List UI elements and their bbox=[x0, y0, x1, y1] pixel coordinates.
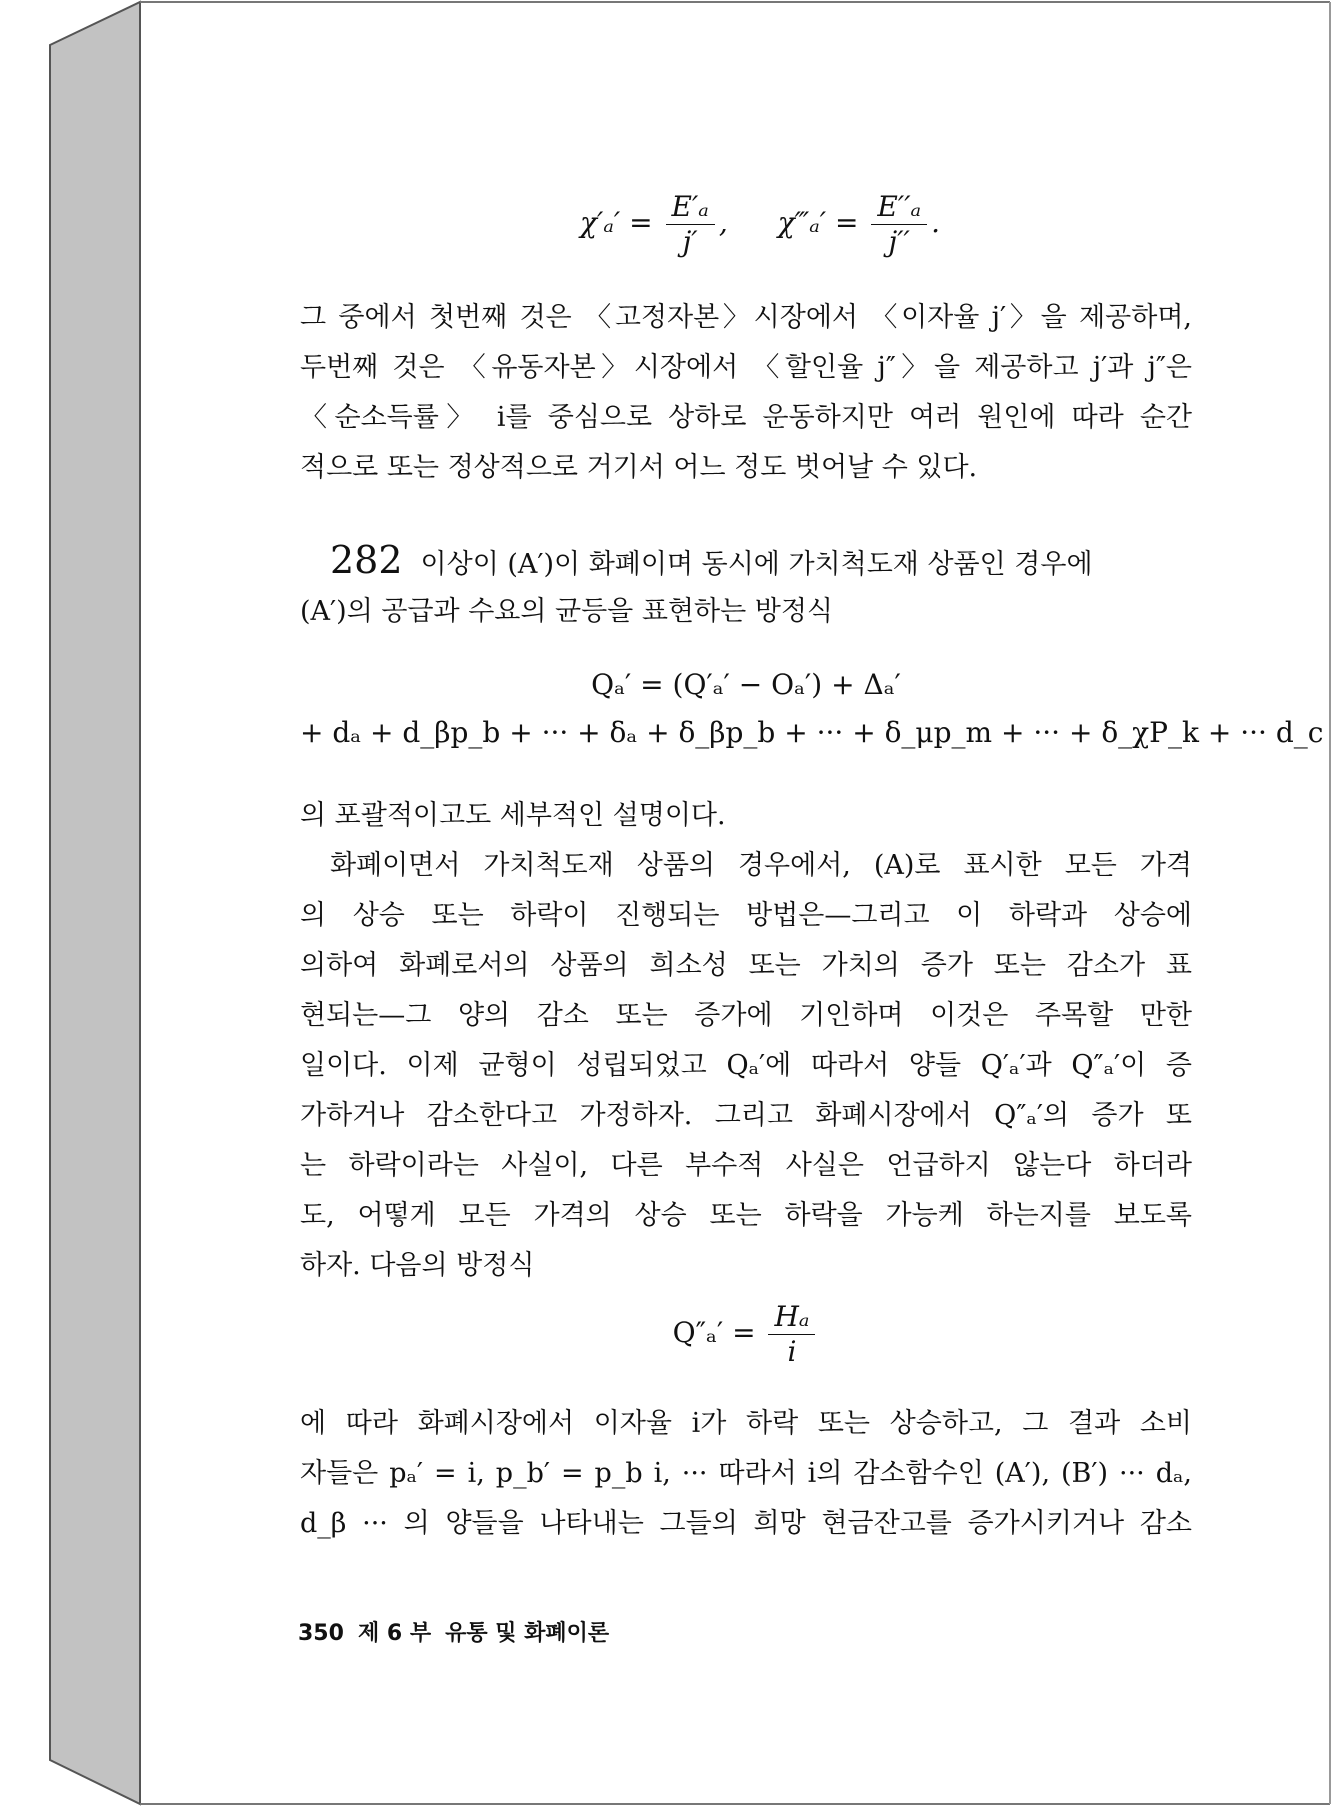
section-heading-line bbox=[330, 540, 1192, 585]
part-title: 유통 및 화폐이론 bbox=[445, 1621, 610, 1646]
text-line: 적으로 또는 정상적으로 거기서 어느 정도 벗어날 수 있다. bbox=[300, 452, 978, 483]
fraction bbox=[768, 1300, 815, 1369]
text-line: 하자. 다음의 방정식 bbox=[300, 1250, 535, 1281]
eq1-end: . bbox=[931, 206, 940, 239]
eq1-separator: , bbox=[718, 206, 728, 239]
page-number: 350 bbox=[298, 1621, 344, 1646]
equation-chi bbox=[540, 190, 980, 259]
text-line: 그 중에서 첫번째 것은 〈고정자본〉시장에서 〈이자율 j′〉을 제공하며, bbox=[300, 302, 1192, 333]
text-line: d_β ··· 의 양들을 나타내는 그들의 희망 현금잔고를 증가시키거나 감소 bbox=[300, 1508, 1192, 1539]
fraction-denominator: i bbox=[787, 1335, 797, 1368]
fraction-denominator: j′ bbox=[682, 225, 698, 258]
eq1-left-term: χ′ₐ′ = bbox=[580, 206, 662, 239]
equation-supply-demand-cont: + dₐ + d_βp_b + ··· + δₐ + δ_βp_b + ··· + δ_μp_m + ··· + δ_χP_k + ··· d_c bbox=[300, 716, 1324, 749]
section-number: 282 bbox=[330, 538, 403, 582]
fraction-numerator: E′′ₐ bbox=[871, 190, 927, 225]
fraction-denominator: j′′ bbox=[888, 225, 910, 258]
text-line: 의하여 화폐로서의 상품의 희소성 또는 가치의 증가 또는 감소가 표 bbox=[300, 950, 1192, 981]
text-line: 는 하락이라는 사실이, 다른 부수적 사실은 언급하지 않는다 하더라 bbox=[300, 1150, 1192, 1181]
eq3-left-term: Q″ₐ′ = bbox=[672, 1316, 765, 1349]
equation-money-market bbox=[300, 1300, 1192, 1369]
section-text: 이상이 (A′)이 화폐이며 동시에 가치척도재 상품인 경우에 bbox=[420, 549, 1093, 580]
text-line: (A′)의 공급과 수요의 균등을 표현하는 방정식 bbox=[300, 596, 834, 627]
fraction-numerator: Hₐ bbox=[768, 1300, 815, 1335]
text-line: 에 따라 화폐시장에서 이자율 i가 하락 또는 상승하고, 그 결과 소비 bbox=[300, 1408, 1192, 1439]
text-line: 현되는—그 양의 감소 또는 증가에 기인하며 이것은 주목할 만한 bbox=[300, 1000, 1192, 1031]
eq1-right-term: χ‴ₐ′ = bbox=[777, 206, 868, 239]
text-line: 일이다. 이제 균형이 성립되었고 Qₐ′에 따라서 양들 Q′ₐ′과 Q″ₐ′이 증 bbox=[300, 1050, 1192, 1081]
text-line: 두번째 것은 〈유동자본〉시장에서 〈할인율 j″〉을 제공하고 j′과 j″은 bbox=[300, 352, 1192, 383]
text-line: 가하거나 감소한다고 가정하자. 그리고 화폐시장에서 Q″ₐ′의 증가 또 bbox=[300, 1100, 1192, 1131]
fraction-numerator: E′ₐ bbox=[666, 190, 715, 225]
text-line: 도, 어떻게 모든 가격의 상승 또는 하락을 가능케 하는지를 보도록 bbox=[300, 1200, 1192, 1231]
text-line: 화폐이면서 가치척도재 상품의 경우에서, (A)로 표시한 모든 가격 bbox=[330, 850, 1192, 881]
fraction bbox=[666, 190, 715, 259]
text-line: 의 상승 또는 하락이 진행되는 방법은—그리고 이 하락과 상승에 bbox=[300, 900, 1192, 931]
fraction bbox=[871, 190, 927, 259]
page-footer bbox=[298, 1616, 623, 1647]
text-line: 〈순소득률〉 i를 중심으로 상하로 운동하지만 여러 원인에 따라 순간 bbox=[300, 402, 1192, 433]
text-line: 자들은 pₐ′ = i, p_b′ = p_b i, ··· 따라서 i의 감소함수인 (A′), (B′) ··· dₐ, bbox=[300, 1458, 1192, 1489]
text-line: 의 포괄적이고도 세부적인 설명이다. bbox=[300, 800, 726, 831]
part-label: 제 6 부 bbox=[357, 1621, 432, 1646]
equation-supply-demand: Qₐ′ = (Q′ₐ′ − Oₐ′) + Δₐ′ bbox=[591, 668, 901, 701]
